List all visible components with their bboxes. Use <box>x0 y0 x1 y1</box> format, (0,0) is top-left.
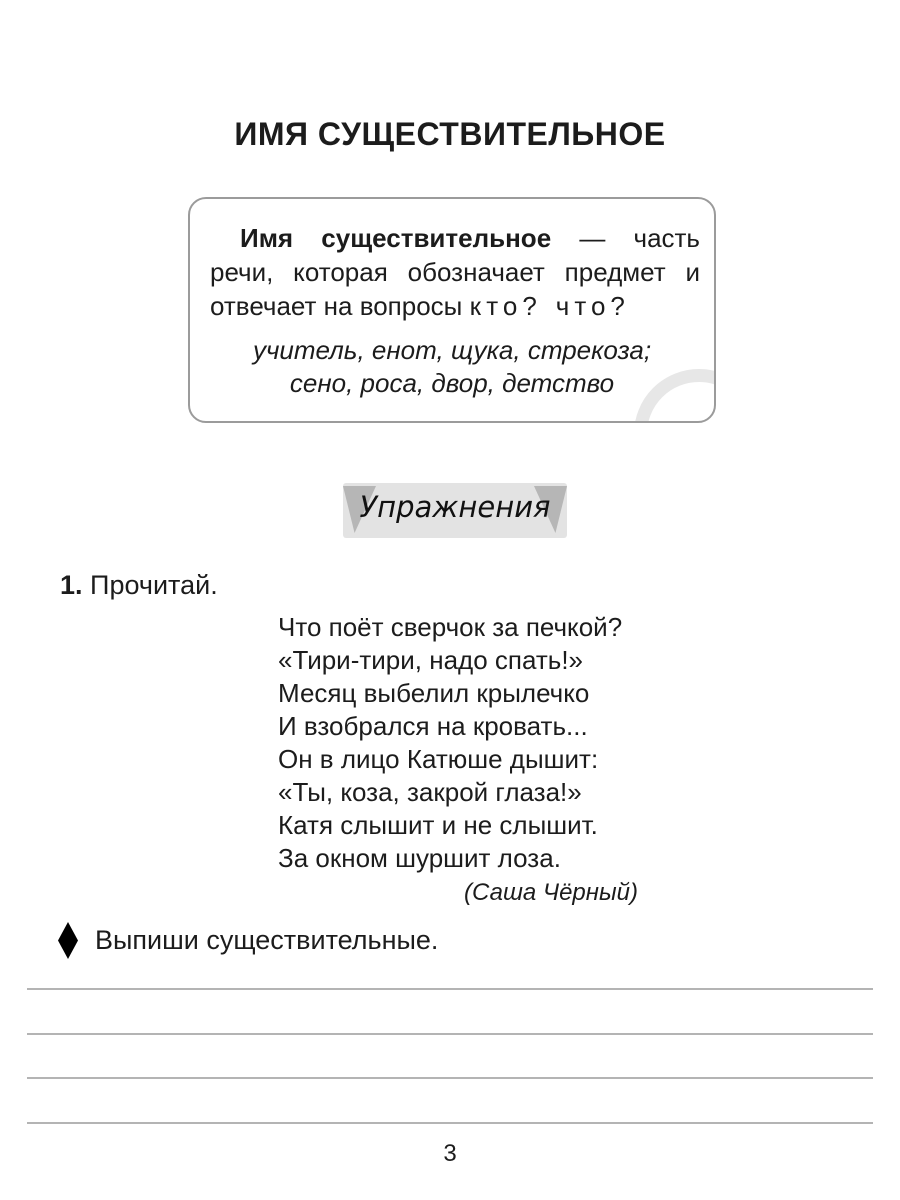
definition-text <box>210 221 700 323</box>
writing-line <box>27 1077 873 1079</box>
examples-line: сено, роса, двор, детство <box>289 368 615 398</box>
poem <box>278 611 622 875</box>
poem-line: Катя слышит и не слышит. <box>278 810 598 840</box>
exercise-instruction: Прочитай. <box>90 570 218 600</box>
poem-line: Он в лицо Катюше дышит: <box>278 744 599 774</box>
examples-line: учитель, енот, щука, стрекоза; <box>252 335 652 365</box>
definition-body: — часть речи, которая обозначает предмет и отвечает на вопросы <box>210 223 700 321</box>
definition-box <box>188 197 716 423</box>
task-line <box>58 922 438 959</box>
poem-line: Месяц выбелил крылечко <box>278 678 590 708</box>
definition-term: Имя существительное <box>240 223 552 253</box>
poem-line: «Ты, коза, закрой глаза!» <box>278 777 582 807</box>
question-word-chto: что? <box>555 291 630 321</box>
writing-line <box>27 1033 873 1035</box>
exercises-banner <box>343 483 567 538</box>
poem-line: За окном шуршит лоза. <box>278 843 561 873</box>
poem-line: И взобрался на кровать... <box>278 711 588 741</box>
writing-line <box>27 988 873 990</box>
poem-line: Что поёт сверчок за печкой? <box>278 612 623 642</box>
page-title: ИМЯ СУЩЕСТВИТЕЛЬНОЕ <box>234 116 666 152</box>
page-number: 3 <box>443 1140 457 1167</box>
exercise-number: 1. <box>60 570 83 600</box>
poem-line: «Тири-тири, надо спать!» <box>278 645 584 675</box>
exercise-heading <box>60 570 218 601</box>
poem-attribution: (Саша Чёрный) <box>464 879 638 906</box>
exercises-banner-label: Упражнения <box>359 490 551 524</box>
definition-examples <box>190 334 714 400</box>
writing-line <box>27 1122 873 1124</box>
task-label: Выпиши существительные. <box>95 925 439 955</box>
diamond-bullet-icon <box>58 922 78 959</box>
question-word-kto: кто? <box>469 291 542 321</box>
